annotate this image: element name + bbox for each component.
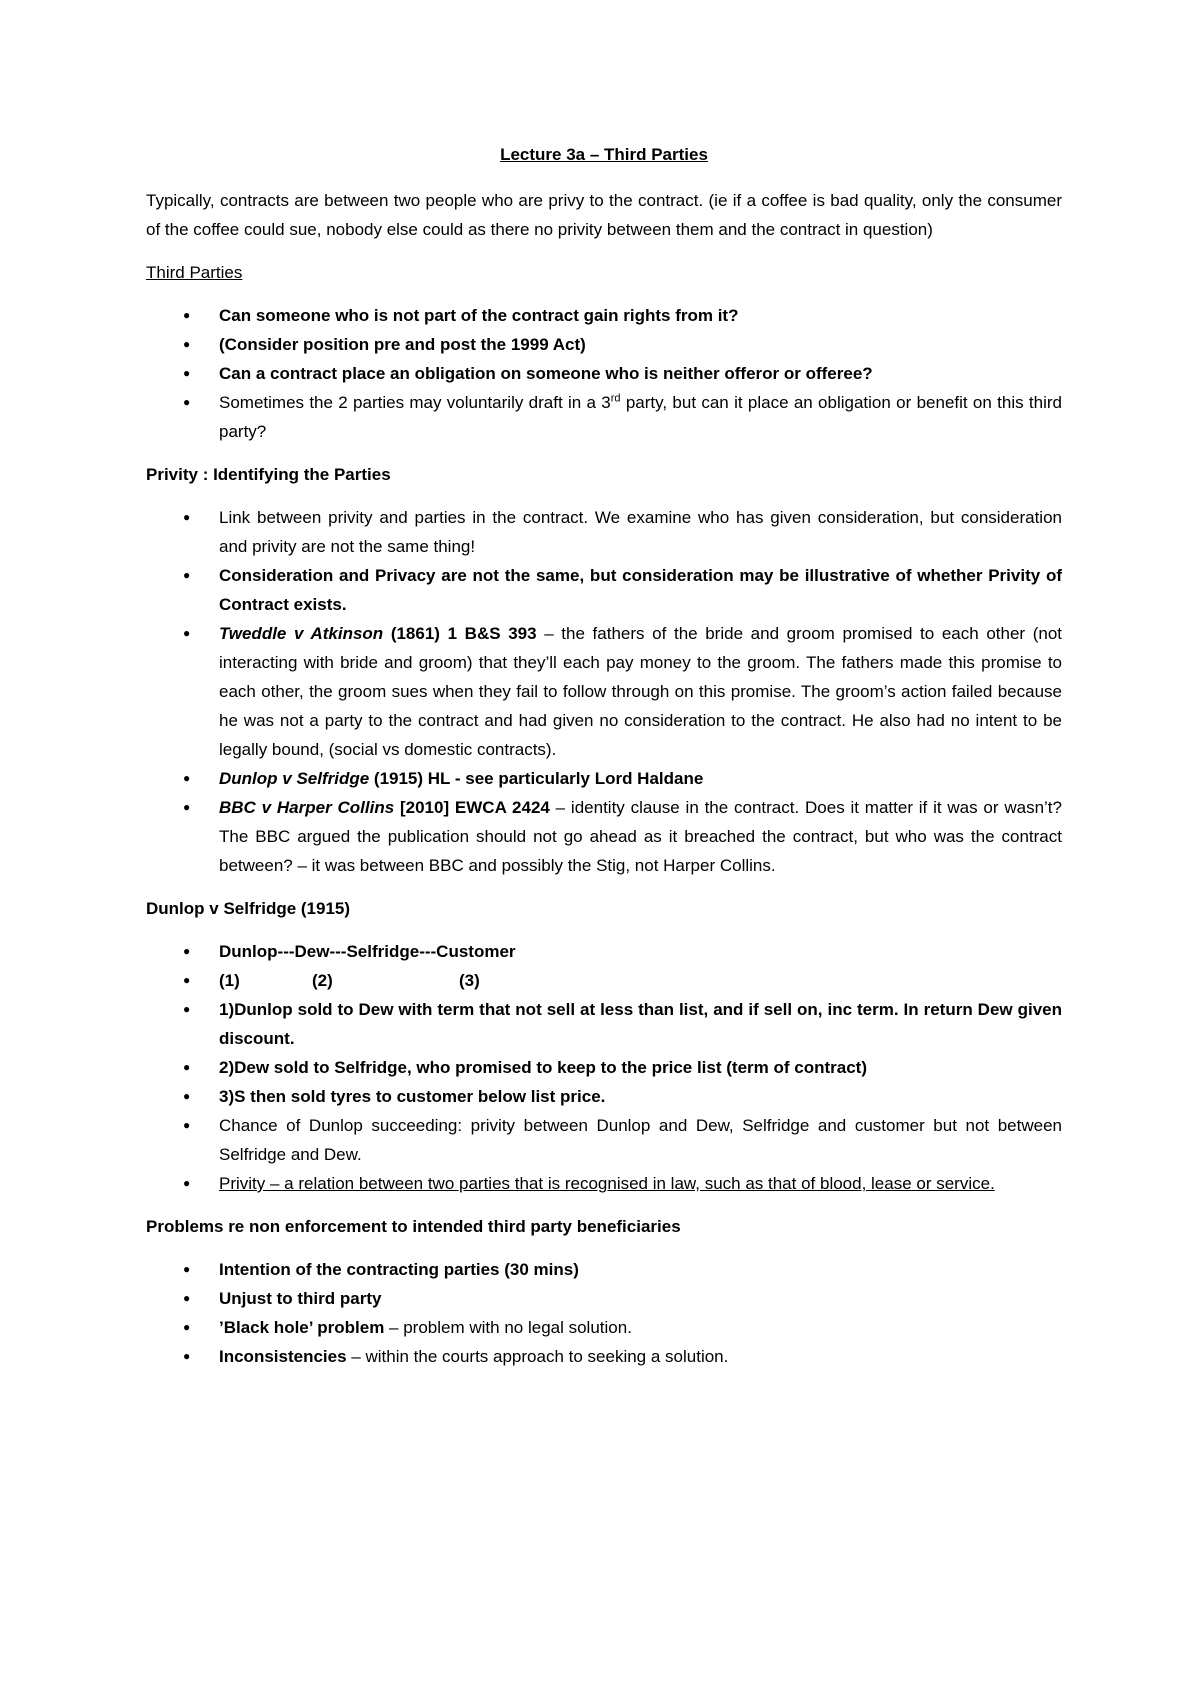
list-item: ● ’Black hole’ problem – problem with no legal solution.	[146, 1313, 1062, 1342]
privity-list	[146, 503, 1062, 880]
bullet-icon: ●	[183, 1089, 191, 1103]
list-item: ● Can someone who is not part of the contract gain rights from it?	[146, 301, 1062, 330]
bullet-icon: ●	[183, 337, 191, 351]
list-item: ● Tweddle v Atkinson (1861) 1 B&S 393 – the fathers of the bride and groom promised to each other (not interacting with bride and groom) that they’ll each pay money to the groom. The fathers made this promise to each other, the groom sues when they fail to follow through on this promise. The groom’s action failed because he was not a party to the contract and had given no consideration to the contract. He also had no intent to be legally bound, (social vs domestic contracts).	[146, 619, 1062, 764]
list-item: ● Dunlop---Dew---Selfridge---Customer	[146, 937, 1062, 966]
bullet-icon: ●	[183, 510, 191, 524]
bullet-icon: ●	[183, 1262, 191, 1276]
list-item: ● Dunlop v Selfridge (1915) HL - see particularly Lord Haldane	[146, 764, 1062, 793]
list-item: ● (1) (2) (3)	[146, 966, 1062, 995]
dunlop-list	[146, 937, 1062, 1198]
bullet-icon: ●	[183, 944, 191, 958]
bullet-icon: ●	[183, 1118, 191, 1132]
case-name: BBC v Harper Collins	[219, 798, 395, 817]
third-parties-heading: Third Parties	[146, 263, 243, 282]
bullet-icon: ●	[183, 626, 191, 640]
list-item: ● Intention of the contracting parties (30 mins)	[146, 1255, 1062, 1284]
bullet-icon: ●	[183, 568, 191, 582]
bullet-icon: ●	[183, 1291, 191, 1305]
intro-paragraph: Typically, contracts are between two people who are privy to the contract. (ie if a coffee is bad quality, only the consumer of the coffee could sue, nobody else could as there no privity between them and the contract in question)	[146, 191, 1062, 239]
bullet-icon: ●	[183, 1349, 191, 1363]
third-parties-list	[146, 301, 1062, 446]
privity-heading: Privity : Identifying the Parties	[146, 465, 391, 484]
document-page	[146, 140, 1062, 1371]
list-item: ● 3)S then sold tyres to customer below list price.	[146, 1082, 1062, 1111]
bullet-icon: ●	[183, 395, 191, 409]
list-item: ● Sometimes the 2 parties may voluntarily draft in a 3rd party, but can it place an obligation or benefit on this third party?	[146, 388, 1062, 446]
problems-heading: Problems re non enforcement to intended third party beneficiaries	[146, 1217, 681, 1236]
list-item: ● 1)Dunlop sold to Dew with term that not sell at less than list, and if sell on, inc term. In return Dew given discount.	[146, 995, 1062, 1053]
bullet-icon: ●	[183, 366, 191, 380]
list-item: ● BBC v Harper Collins [2010] EWCA 2424 – identity clause in the contract. Does it matter if it was or wasn’t? The BBC argued the publication should not go ahead as it breached the contract, but who was the contract between? – it was between BBC and possibly the Stig, not Harper Collins.	[146, 793, 1062, 880]
problems-list	[146, 1255, 1062, 1371]
bullet-icon: ●	[183, 1320, 191, 1334]
list-item: ● Inconsistencies – within the courts approach to seeking a solution.	[146, 1342, 1062, 1371]
case-name: Tweddle v Atkinson	[219, 624, 384, 643]
page-title: Lecture 3a – Third Parties	[500, 145, 708, 164]
bullet-icon: ●	[183, 973, 191, 987]
dunlop-heading: Dunlop v Selfridge (1915)	[146, 899, 351, 918]
list-item: ● Link between privity and parties in the contract. We examine who has given consideration, but consideration and privity are not the same thing!	[146, 503, 1062, 561]
list-item: ● Unjust to third party	[146, 1284, 1062, 1313]
bullet-icon: ●	[183, 1176, 191, 1190]
list-item: ● (Consider position pre and post the 1999 Act)	[146, 330, 1062, 359]
bullet-icon: ●	[183, 771, 191, 785]
bullet-icon: ●	[183, 800, 191, 814]
case-name: Dunlop v Selfridge	[219, 769, 370, 788]
list-item: ● Can a contract place an obligation on someone who is neither offeror or offeree?	[146, 359, 1062, 388]
list-item: ● 2)Dew sold to Selfridge, who promised to keep to the price list (term of contract)	[146, 1053, 1062, 1082]
list-item: ● Privity – a relation between two parties that is recognised in law, such as that of blood, lease or service.	[146, 1169, 1062, 1198]
list-item: ● Consideration and Privacy are not the same, but consideration may be illustrative of whether Privity of Contract exists.	[146, 561, 1062, 619]
bullet-icon: ●	[183, 1002, 191, 1016]
bullet-icon: ●	[183, 308, 191, 322]
list-item: ● Chance of Dunlop succeeding: privity between Dunlop and Dew, Selfridge and customer but not between Selfridge and Dew.	[146, 1111, 1062, 1169]
bullet-icon: ●	[183, 1060, 191, 1074]
